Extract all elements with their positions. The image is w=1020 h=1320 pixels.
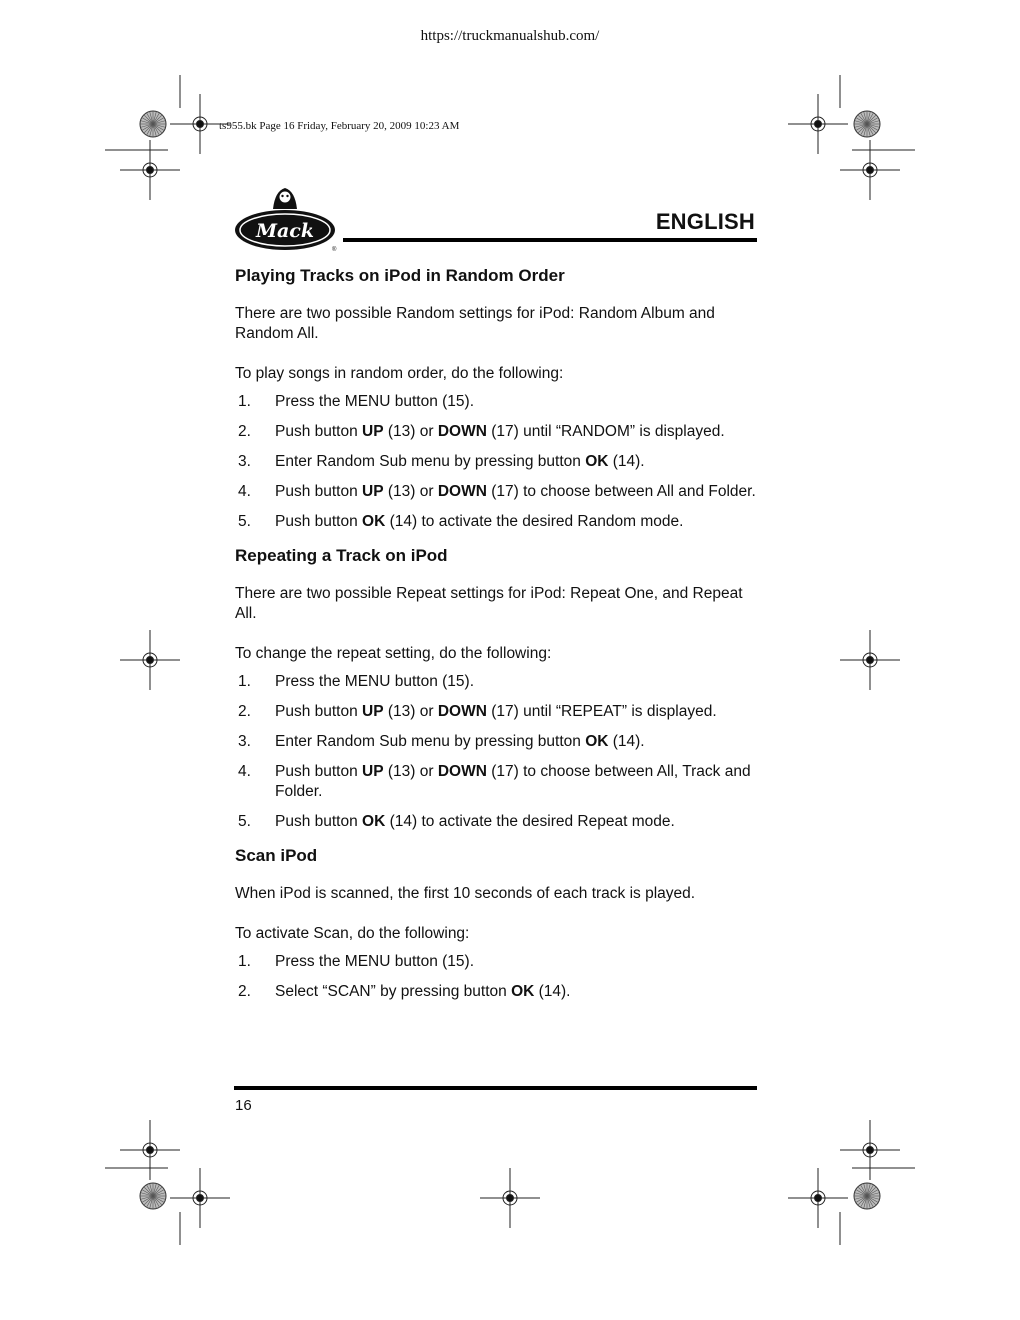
step-number: 3. (238, 733, 251, 750)
step-item (235, 762, 757, 802)
footer-rule (234, 1086, 757, 1090)
step-text: Push button (275, 813, 363, 830)
step-text: (14). (608, 453, 645, 470)
step-keyword: DOWN (437, 423, 487, 440)
step-number: 1. (238, 953, 251, 970)
section-heading: Scan iPod (235, 846, 318, 865)
step-text: (14) to activate the desired Random mode. (385, 513, 684, 530)
mack-logo (233, 183, 345, 253)
section-intro: When iPod is scanned, the first 10 seconds of each track is played. (235, 885, 696, 902)
step-text: (14) to activate the desired Repeat mode. (385, 813, 675, 830)
step-item (235, 452, 757, 472)
step-text: (17) until “REPEAT” is displayed. (486, 703, 717, 720)
section-heading: Playing Tracks on iPod in Random Order (235, 266, 565, 285)
steps-list (235, 672, 757, 832)
step-text: (14). (608, 733, 645, 750)
step-text: (14). (534, 983, 571, 1000)
step-text: Enter Random Sub menu by pressing button (275, 733, 586, 750)
main-content (235, 264, 757, 1014)
step-keyword: DOWN (437, 483, 487, 500)
steps-lead: To activate Scan, do the following: (235, 925, 470, 942)
step-text: Enter Random Sub menu by pressing button (275, 453, 586, 470)
section-intro: There are two possible Random settings for iPod: Random Album and Random All. (235, 305, 715, 342)
step-number: 5. (238, 513, 251, 530)
section-intro: There are two possible Repeat settings for iPod: Repeat One, and Repeat All. (235, 585, 743, 622)
source-url: https://truckmanualshub.com/ (420, 28, 600, 44)
print-slug: ts955.bk Page 16 Friday, February 20, 2009 10:23 AM (219, 120, 460, 132)
step-keyword: OK (362, 513, 386, 530)
step-text: Select “SCAN” by pressing button (275, 983, 512, 1000)
svg-text:®: ® (332, 247, 337, 253)
step-text: (17) to choose between All, Track and Folder. (275, 763, 751, 800)
step-text: Push button (275, 703, 363, 720)
step-number: 4. (238, 763, 251, 780)
step-text: (13) or (383, 483, 438, 500)
steps-lead: To play songs in random order, do the following: (235, 365, 564, 382)
step-text: Press the MENU button (15). (275, 953, 474, 970)
step-number: 4. (238, 483, 251, 500)
section-heading: Repeating a Track on iPod (235, 546, 448, 565)
step-keyword: UP (362, 703, 384, 720)
step-keyword: OK (585, 733, 609, 750)
logo-text: Mack (255, 220, 315, 242)
step-text: (13) or (383, 763, 438, 780)
step-keyword: OK (511, 983, 535, 1000)
step-item (235, 732, 757, 752)
step-text: Push button (275, 423, 363, 440)
step-number: 1. (238, 673, 251, 690)
step-keyword: DOWN (437, 703, 487, 720)
step-keyword: OK (362, 813, 386, 830)
steps-list (235, 952, 757, 1002)
step-number: 2. (238, 703, 251, 720)
step-text: (13) or (383, 423, 438, 440)
step-item (235, 392, 757, 412)
step-item (235, 512, 757, 532)
step-text: Press the MENU button (15). (275, 393, 474, 410)
step-text: (17) to choose between All and Folder. (486, 483, 756, 500)
step-item (235, 952, 757, 972)
steps-list (235, 392, 757, 532)
step-keyword: OK (585, 453, 609, 470)
step-text: Press the MENU button (15). (275, 673, 474, 690)
step-text: (13) or (383, 703, 438, 720)
step-text: Push button (275, 483, 363, 500)
step-item (235, 982, 757, 1002)
header-rule (343, 238, 757, 242)
step-item (235, 702, 757, 722)
step-keyword: DOWN (437, 763, 487, 780)
page-number: 16 (235, 1097, 252, 1114)
steps-lead: To change the repeat setting, do the following: (235, 645, 552, 662)
step-keyword: UP (362, 483, 384, 500)
step-item (235, 422, 757, 442)
step-text: Push button (275, 763, 363, 780)
step-text: (17) until “RANDOM” is displayed. (486, 423, 725, 440)
language-label: ENGLISH (655, 209, 755, 234)
step-number: 1. (238, 393, 251, 410)
step-item (235, 672, 757, 692)
step-number: 2. (238, 423, 251, 440)
step-number: 3. (238, 453, 251, 470)
step-text: Push button (275, 513, 363, 530)
step-number: 5. (238, 813, 251, 830)
step-keyword: UP (362, 423, 384, 440)
step-keyword: UP (362, 763, 384, 780)
step-item (235, 482, 757, 502)
step-item (235, 812, 757, 832)
step-number: 2. (238, 983, 251, 1000)
